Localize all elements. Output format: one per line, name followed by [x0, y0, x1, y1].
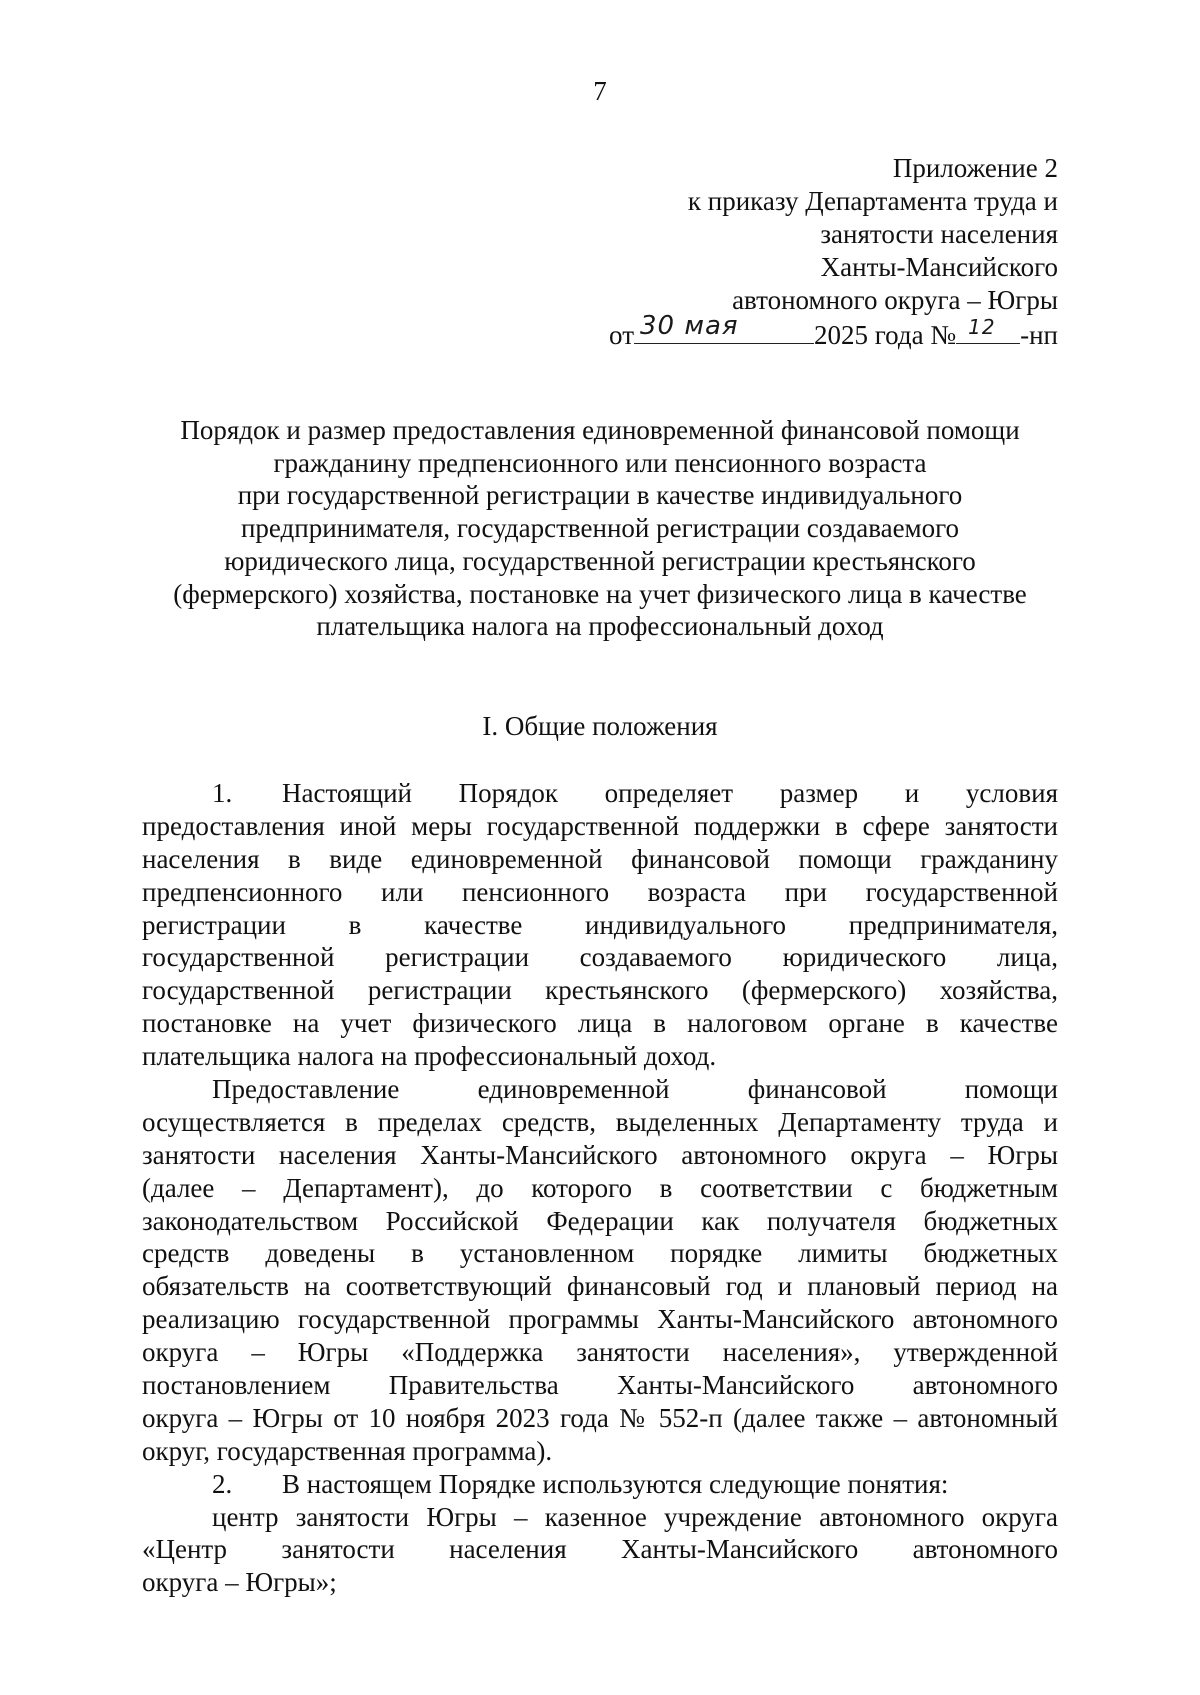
body-line: законодательством Российской Федерации как получателя бюджетных	[142, 1205, 1058, 1236]
body-line: населения в виде единовременной финансовой помощи гражданину	[142, 843, 1058, 874]
title-line: плательщика налога на профессиональный доход	[316, 611, 884, 642]
body-line: округа – Югры от 10 ноября 2023 года № 552-п (далее также – автономный	[142, 1402, 1058, 1433]
body-line: обязательств на соответствующий финансовый год и плановый период на	[142, 1271, 1058, 1302]
body-line: плательщика налога на профессиональный доход.	[142, 1041, 717, 1072]
date-prefix: от	[609, 320, 634, 350]
body-line: занятости населения Ханты-Мансийского автономного округа – Югры	[142, 1139, 1058, 1170]
title-line: при государственной регистрации в качестве индивидуального	[237, 480, 963, 511]
paragraph-number: 1.	[212, 778, 233, 808]
number-blank	[956, 317, 1020, 344]
title-line: предпринимателя, государственной регистрации создаваемого	[240, 513, 960, 544]
body-line: государственной регистрации крестьянского (фермерского) хозяйства,	[142, 975, 1058, 1006]
body-line: постановке на учет физического лица в налоговом органе в качестве	[142, 1008, 1058, 1039]
body-line: государственной регистрации создаваемого юридического лица,	[142, 942, 1058, 973]
appendix-line: Приложение 2	[892, 153, 1058, 183]
body-line: осуществляется в пределах средств, выделенных Департаменту труда и	[142, 1106, 1058, 1137]
appendix-date-line	[609, 311, 1058, 352]
body-line: округ, государственная программа).	[142, 1435, 553, 1466]
appendix-line: к приказу Департамента труда и	[687, 186, 1058, 216]
appendix-line: Ханты-Мансийского	[820, 252, 1058, 282]
date-blank	[634, 311, 814, 344]
handwritten-number: 12	[968, 315, 996, 339]
body-line: округа – Югры»;	[142, 1567, 337, 1598]
body-line: реализацию государственной программы Ханты-Мансийского автономного	[142, 1304, 1058, 1335]
body-line: округа – Югры «Поддержка занятости населения», утвержденной	[142, 1337, 1058, 1368]
number-suffix: -нп	[1020, 320, 1058, 350]
date-year: 2025 года №	[814, 320, 957, 350]
appendix-line: занятости населения	[820, 219, 1058, 249]
document-title	[140, 414, 1060, 643]
paragraph-3-first-line	[142, 1468, 1058, 1501]
paragraph-2-first-line: Предоставление единовременной финансовой помощи	[212, 1074, 1058, 1105]
paragraph-1-first-line	[142, 777, 1058, 810]
body-line: «Центр занятости населения Ханты-Мансийского автономного	[142, 1534, 1058, 1565]
body-line: предпенсионного или пенсионного возраста при государственной	[142, 876, 1058, 907]
paragraph-number: 2.	[212, 1468, 233, 1499]
body-line: регистрации в качестве индивидуального предпринимателя,	[142, 909, 1058, 940]
title-line: Порядок и размер предоставления единовременной финансовой помощи	[180, 415, 1020, 445]
paragraph-4-first-line: центр занятости Югры – казенное учреждение автономного округа	[212, 1501, 1058, 1532]
handwritten-date: 30 мая	[640, 311, 739, 341]
body-line: постановлением Правительства Ханты-Мансийского автономного	[142, 1370, 1058, 1401]
page-number: 7	[593, 76, 607, 106]
title-line: гражданину предпенсионного или пенсионного возраста	[273, 447, 927, 478]
body-line: средств доведены в установленном порядке лимиты бюджетных	[142, 1238, 1058, 1269]
section-heading: I. Общие положения	[482, 711, 718, 741]
paragraph-text: Настоящий Порядок определяет размер и условия	[282, 778, 1058, 808]
appendix-header	[609, 152, 1058, 352]
body-line: предоставления иной меры государственной поддержки в сфере занятости	[142, 810, 1058, 841]
title-line: юридического лица, государственной регистрации крестьянского	[224, 545, 976, 576]
body-text	[142, 777, 1058, 1599]
body-line: (далее – Департамент), до которого в соответствии с бюджетным	[142, 1172, 1058, 1203]
title-line: (фермерского) хозяйства, постановке на учет физического лица в качестве	[173, 578, 1027, 609]
appendix-line: автономного округа – Югры	[732, 285, 1058, 315]
paragraph-text: В настоящем Порядке используются следующие понятия:	[282, 1468, 949, 1499]
